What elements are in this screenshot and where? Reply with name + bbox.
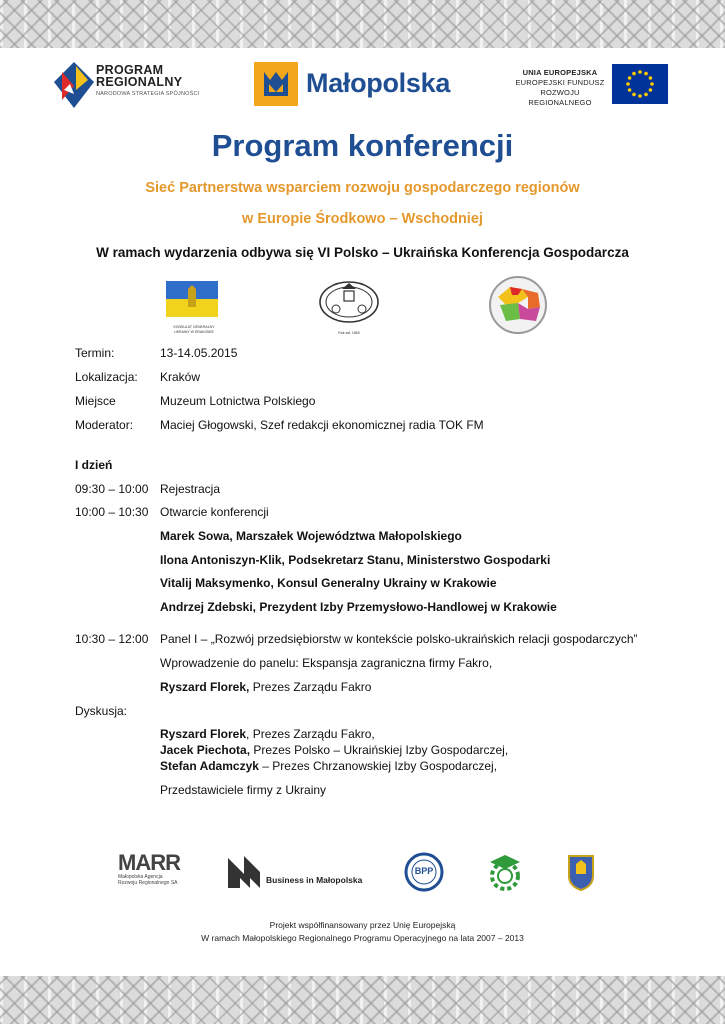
eu-line2: EUROPEJSKI FUNDUSZ: [515, 78, 605, 87]
map-emblem-icon: [488, 275, 548, 335]
subtitle-line1: Sieć Partnerstwa wsparciem rozwoju gospodarczego regionów: [145, 180, 580, 196]
speaker-role: Prezes Zarządu Fakro: [249, 680, 372, 694]
bim-emblem-icon: [226, 852, 262, 890]
kpp-emblem-icon: [318, 279, 380, 325]
agenda-time: 10:30 – 12:00: [75, 632, 149, 646]
eu-flag-icon: [612, 64, 668, 104]
panelist-role: Prezes Polsko – Ukraińskiej Izby Gospodarczej,: [250, 743, 509, 757]
closing-line: Przedstawiciele firmy z Ukrainy: [160, 783, 327, 797]
panel-intro: Wprowadzenie do panelu: Ekspansja zagraniczna firmy Fakro,: [160, 656, 493, 670]
footer-line1: Projekt współfinansowany przez Unię Europejską: [269, 920, 456, 930]
bim-wordmark: Business in Małopolska: [266, 875, 363, 885]
agenda-time: 09:30 – 10:00: [75, 482, 149, 496]
panelist-name: Ryszard Florek: [160, 727, 247, 741]
speaker-line: Andrzej Zdebski, Prezydent Izby Przemysłowo-Handlowej w Krakowie: [160, 600, 557, 614]
malopolska-wordmark: Małopolska: [306, 68, 451, 98]
eu-line3: ROZWOJU REGIONALNEGO: [528, 88, 592, 107]
marr-sub1: Małopolska Agencja: [118, 874, 163, 880]
panelist-line: [160, 743, 508, 757]
decorative-top-band: [0, 0, 725, 48]
consulate-logo: [166, 281, 224, 335]
kpp-logo: [318, 279, 380, 333]
marr-logo: [118, 852, 198, 892]
panelist-line: [160, 727, 375, 741]
program-regionalny-logo: [54, 58, 204, 110]
header-logos: [0, 58, 725, 112]
marr-wordmark: MARR: [118, 850, 180, 875]
agenda-title: Otwarcie konferencji: [160, 505, 269, 519]
business-in-malopolska-logo: [226, 852, 376, 890]
consulate-caption: KONSULAT GENERALNY UKRAINY W KRAKOWIE: [173, 325, 215, 334]
eu-logo: [500, 64, 670, 106]
kpp-caption: Rok zał. 1850: [338, 331, 360, 335]
malopolska-emblem-icon: [254, 62, 298, 106]
speaker-line: Vitalij Maksymenko, Konsul Generalny Ukrainy w Krakowie: [160, 576, 497, 590]
info-label: Miejsce: [75, 394, 116, 408]
info-label: Moderator:: [75, 418, 134, 432]
page-title: Program konferencji: [211, 128, 514, 163]
discussion-label: Dyskusja:: [75, 704, 128, 718]
panelist-name: Stefan Adamczyk: [160, 759, 259, 773]
gear-cap-icon: [482, 852, 528, 892]
bpp-logo: [404, 852, 444, 892]
info-value: Muzeum Lotnictwa Polskiego: [160, 394, 316, 408]
info-value: Maciej Głogowski, Szef redakcji ekonomicznej radia TOK FM: [160, 418, 484, 432]
agenda-title: Panel I – „Rozwój przedsiębiorstw w kontekście polsko-ukraińskich relacji gospodarczych”: [160, 632, 638, 646]
panelist-role: , Prezes Zarządu Fakro,: [246, 727, 375, 741]
partner-logos: [0, 275, 725, 335]
agenda-title: Rejestracja: [160, 482, 221, 496]
panel-intro-speaker: [160, 680, 371, 694]
eu-line1: UNIA EUROPEJSKA: [522, 68, 598, 77]
info-value: Kraków: [160, 370, 201, 384]
malopolska-logo: [254, 62, 454, 106]
green-chamber-logo: [482, 852, 528, 892]
speaker-line: Ilona Antoniszyn-Klik, Podsekretarz Stanu, Ministerstwo Gospodarki: [160, 553, 551, 567]
coat-of-arms-icon: [566, 852, 596, 892]
info-label: Termin:: [75, 346, 115, 360]
bpp-text: BPP: [414, 866, 434, 876]
pr-line1: PROGRAM: [96, 63, 164, 77]
pr-line3: NARODOWA STRATEGIA SPÓJNOŚCI: [96, 91, 200, 97]
footer-line2: W ramach Małopolskiego Regionalnego Programu Operacyjnego na lata 2007 – 2013: [201, 933, 524, 943]
panelist-role: – Prezes Chrzanowskiej Izby Gospodarczej,: [258, 759, 498, 773]
speaker-line: Marek Sowa, Marszałek Województwa Małopolskiego: [160, 529, 462, 543]
pr-line2: REGIONALNY: [96, 75, 183, 89]
subtitle-line2: w Europie Środkowo – Wschodniej: [242, 211, 483, 227]
regional-map-logo: [488, 275, 550, 335]
ukraine-flag-icon: [166, 281, 218, 317]
decorative-bottom-band: [0, 976, 725, 1024]
sponsor-logos: [0, 850, 725, 894]
panelist-line: [160, 759, 497, 773]
speaker-name: Ryszard Florek,: [160, 680, 250, 694]
coat-of-arms-logo: [566, 852, 596, 892]
agenda-time: 10:00 – 10:30: [75, 505, 149, 519]
marr-sub2: Rozwoju Regionalnego SA: [118, 880, 178, 886]
event-line: W ramach wydarzenia odbywa się VI Polsko – Ukraińska Konferencja Gospodarcza: [96, 245, 629, 260]
info-value: 13-14.05.2015: [160, 346, 238, 360]
panelist-name: Jacek Piechota,: [160, 743, 251, 757]
program-regionalny-star-icon: [54, 60, 94, 110]
info-label: Lokalizacja:: [75, 370, 138, 384]
day-heading: I dzień: [75, 458, 113, 472]
